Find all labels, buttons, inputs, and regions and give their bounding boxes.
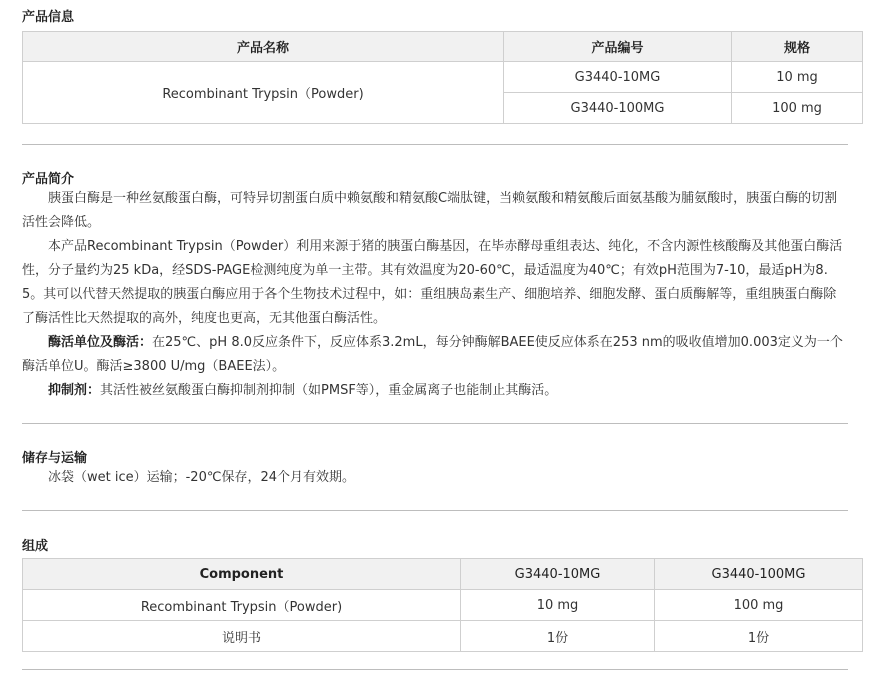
header-spec: 规格	[732, 32, 863, 62]
table-row	[23, 621, 863, 652]
table-row	[23, 62, 863, 93]
enzyme-activity-label: 酶活单位及酶活：	[48, 335, 153, 350]
storage-text: 冰袋（wet ice）运输；-20℃保存，24个月有效期。	[48, 470, 355, 485]
component-name-cell: Recombinant Trypsin（Powder)	[23, 590, 461, 621]
table-header-row	[23, 559, 863, 590]
product-info-title: 产品信息	[22, 10, 75, 25]
divider	[22, 423, 848, 424]
divider	[22, 144, 848, 145]
header-component: Component	[23, 559, 461, 590]
quantity-cell: 100 mg	[655, 590, 863, 621]
intro-title: 产品简介	[22, 172, 75, 187]
composition-table	[22, 558, 863, 652]
product-info-table	[22, 31, 863, 124]
enzyme-activity-paragraph	[22, 331, 848, 379]
header-size-100mg: G3440-100MG	[655, 559, 863, 590]
product-code-cell: G3440-10MG	[504, 62, 732, 93]
quantity-cell: 1份	[461, 621, 655, 652]
quantity-cell: 10 mg	[461, 590, 655, 621]
header-size-10mg: G3440-10MG	[461, 559, 655, 590]
component-name-cell: 说明书	[23, 621, 461, 652]
header-product-name: 产品名称	[23, 32, 504, 62]
inhibitor-paragraph	[22, 379, 848, 403]
inhibitor-text: 其活性被丝氨酸蛋白酶抑制剂抑制（如PMSF等），重金属离子也能制止其酶活。	[100, 383, 558, 398]
table-header-row	[23, 32, 863, 62]
intro-paragraph-2: 本产品Recombinant Trypsin（Powder）利用来源于猪的胰蛋白酶基因，在毕赤酵母重组表达、纯化，不含内源性核酸酶及其他蛋白酶活性，分子量约为25 kDa，经SDS-PAGE检测纯度为单一主带。其有效温度为20-60℃，最适温度为40℃；有效pH范围为7-10，最适pH为8.5。其可以代替天然提取的胰蛋白酶应用于各个生物技术过程中，如：重组胰岛素生产、细胞培养、细胞发酵、蛋白质酶解等，重组胰蛋白酶除了酶活性比天然提取的高外，纯度也更高，无其他蛋白酶活性。	[22, 239, 843, 326]
table-row	[23, 590, 863, 621]
spec-cell: 100 mg	[732, 93, 863, 124]
enzyme-activity-text: 在25℃、pH 8.0反应条件下，反应体系3.2mL，每分钟酶解BAEE使反应体系在253 nm的吸收值增加0.003定义为一个酶活单位U。酶活≥3800 U/mg（BAEE法）。	[22, 335, 843, 374]
intro-paragraph-1: 胰蛋白酶是一种丝氨酸蛋白酶，可特异切割蛋白质中赖氨酸和精氨酸C端肽键，当赖氨酸和精氨酸后面氨基酸为脯氨酸时，胰蛋白酶的切割活性会降低。	[22, 191, 838, 230]
product-code-cell: G3440-100MG	[504, 93, 732, 124]
header-product-code: 产品编号	[504, 32, 732, 62]
divider	[22, 669, 848, 670]
storage-title: 储存与运输	[22, 451, 88, 466]
inhibitor-label: 抑制剂：	[48, 383, 101, 398]
quantity-cell: 1份	[655, 621, 863, 652]
divider	[22, 510, 848, 511]
spec-cell: 10 mg	[732, 62, 863, 93]
composition-title: 组成	[22, 539, 49, 554]
product-name-cell: Recombinant Trypsin（Powder)	[23, 62, 504, 124]
